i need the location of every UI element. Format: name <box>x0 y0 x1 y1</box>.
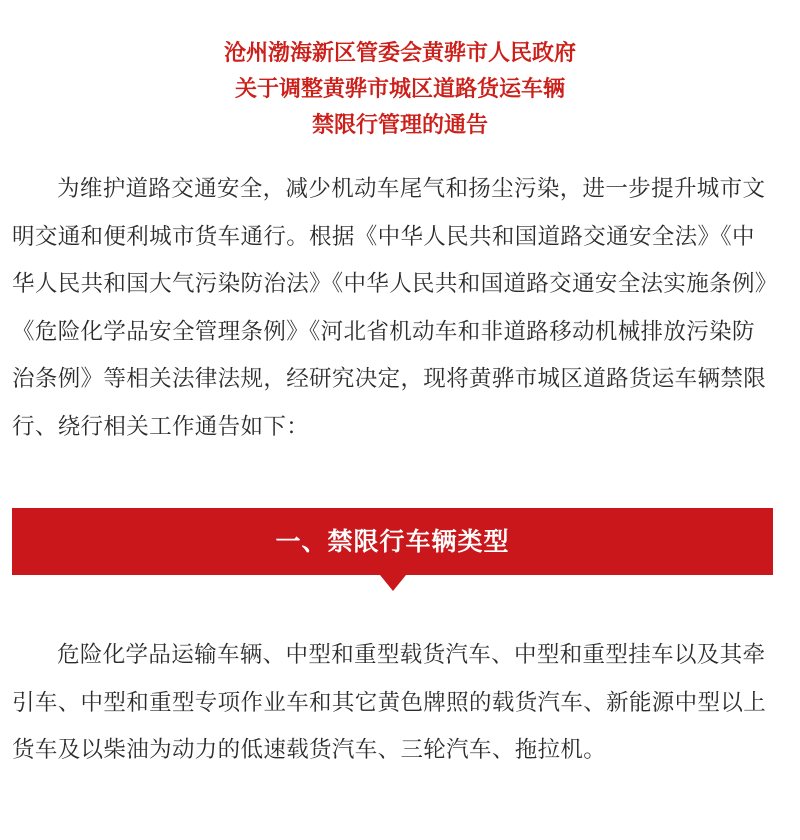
section-body-paragraph: 危险化学品运输车辆、中型和重型载货汽车、中型和重型挂车以及其牵引车、中型和重型专项作业车和其它黄色牌照的载货汽车、新能源中型以上货车及以柴油为动力的低速载货汽车、三轮汽车、拖拉机。 <box>12 642 767 763</box>
title-line-1: 沧州渤海新区管委会黄骅市人民政府 <box>223 41 576 66</box>
banner-pointer-arrow <box>380 575 406 591</box>
title-line-2: 关于调整黄骅市城区道路货运车辆 <box>234 77 565 102</box>
section-heading: 一、禁限行车辆类型 <box>275 527 510 556</box>
intro-paragraph: 为维护道路交通安全，减少机动车尾气和扬尘污染，进一步提升城市文明交通和便利城市货车通行。根据《中华人民共和国道路交通安全法》《中华人民共和国大气污染防治法》《中华人民共和国道路交通安全法实施条例》《危险化学品安全管理条例》《河北省机动车和非道路移动机械排放污染防治条例》等相关法律法规，经研究决定，现将黄骅市城区道路货运车辆禁限行、绕行相关工作通告如下： <box>12 176 767 440</box>
title-line-3: 禁限行管理的通告 <box>311 113 488 138</box>
notice-title <box>0 36 800 144</box>
section-banner <box>12 508 773 575</box>
